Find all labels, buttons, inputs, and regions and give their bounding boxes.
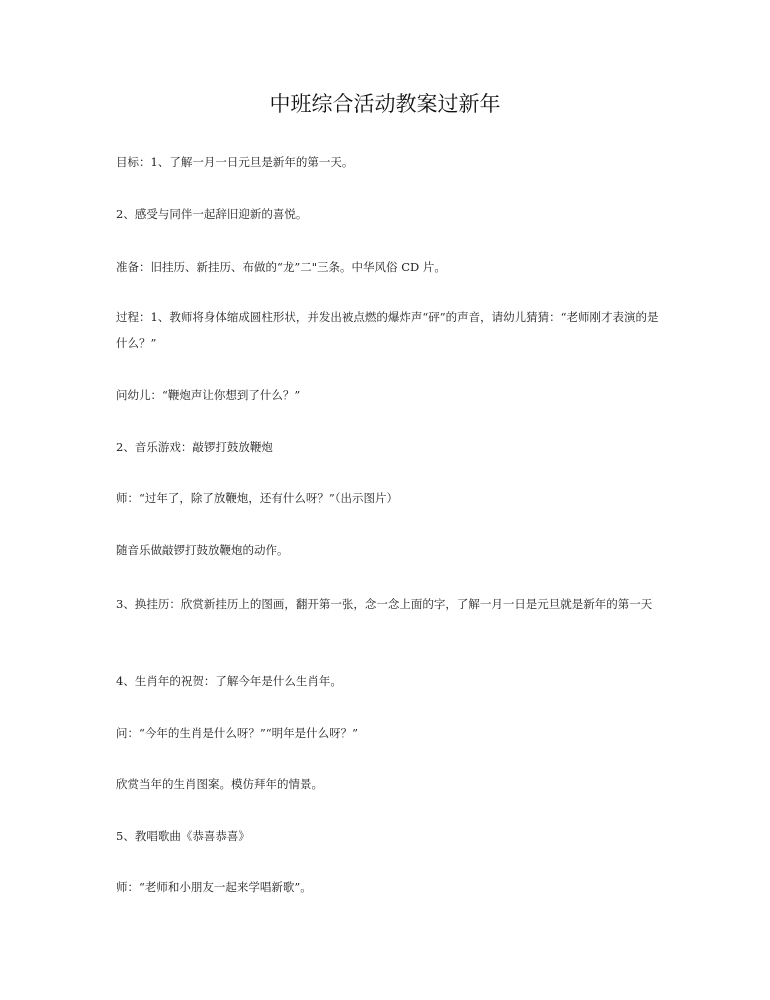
paragraph-question-firecracker: 问幼儿：“鞭炮声让你想到了什么？” xyxy=(116,388,301,402)
paragraph-preparation: 准备：旧挂历、新挂历、布做的“龙”二"三条。中华风俗 CD 片。 xyxy=(116,260,446,274)
paragraph-goal-2: 2、感受与同伴一起辞旧迎新的喜悦。 xyxy=(116,207,308,221)
paragraph-teacher-song: 师：“老师和小朋友一起来学唱新歌”。 xyxy=(116,880,312,894)
paragraph-goal-1: 目标：1、了解一月一日元旦是新年的第一天。 xyxy=(116,155,354,169)
paragraph-process-1: 过程：1、教师将身体缩成圆柱形状，并发出被点燃的爆炸声“砰”的声音，请幼儿猜猜：“老师刚才表演的是什么？” xyxy=(116,310,659,350)
paragraph-zodiac-question: 问：“今年的生肖是什么呀？”“明年是什么呀？” xyxy=(116,726,359,740)
paragraph-zodiac-pattern: 欣赏当年的生肖图案。模仿拜年的情景。 xyxy=(116,777,323,791)
paragraph-calendar: 3、换挂历：欣赏新挂历上的图画，翻开第一张，念一念上面的字，了解一月一日是元旦就是新年的第一天 xyxy=(116,597,653,611)
page-title: 中班综合活动教案过新年 xyxy=(269,92,501,116)
paragraph-zodiac: 4、生肖年的祝贺：了解今年是什么生肖年。 xyxy=(116,674,342,688)
paragraph-song: 5、教唱歌曲《恭喜恭喜》 xyxy=(116,829,250,843)
paragraph-music-action: 随音乐做敲锣打鼓放鞭炮的动作。 xyxy=(116,543,289,557)
paragraph-music-game: 2、音乐游戏：敲锣打鼓放鞭炮 xyxy=(116,440,273,454)
paragraph-teacher-question: 师：“过年了，除了放鞭炮，还有什么呀？”（出示图片） xyxy=(116,491,399,505)
